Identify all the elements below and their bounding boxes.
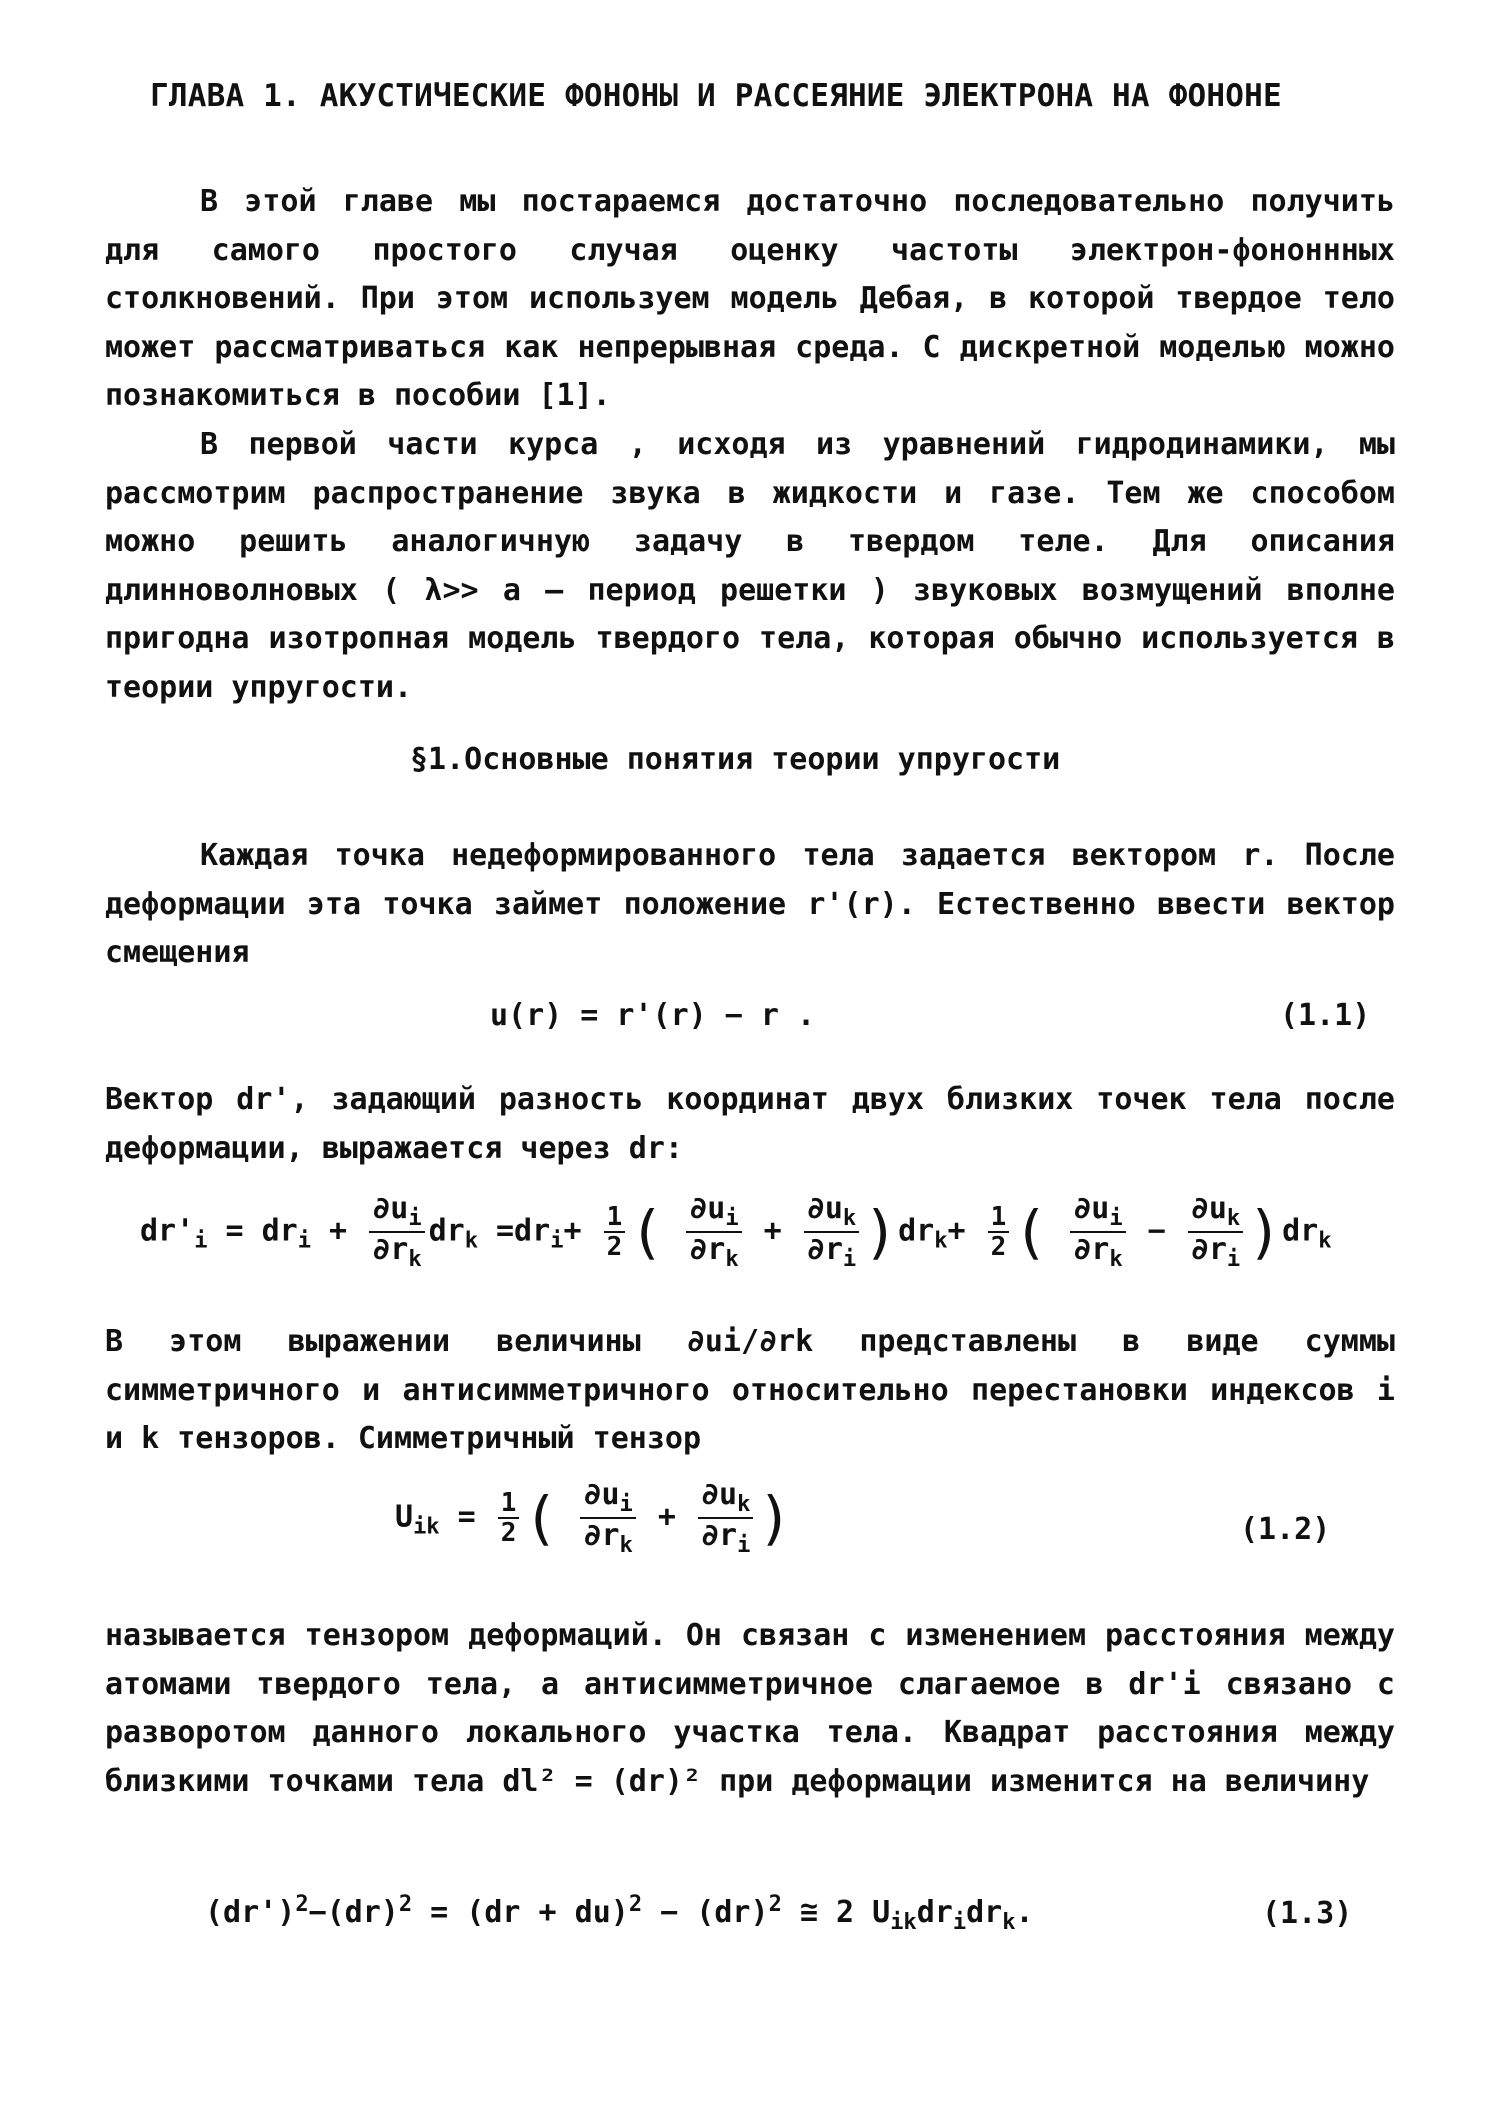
equation-1-3: $(dr')^2-(dr)^2 = (dr + du)^2 - (dr)^2$ ≅ 2 $U_{ik}dr_idr_k$. xyxy=(205,1892,1034,1935)
paragraph-displacement: Каждая точка недеформированного тела задается вектором r. После деформации эта точка займет положение r'(r). Естественно ввести вектор смещения xyxy=(105,838,1395,970)
chapter-title: ГЛАВА 1. АКУСТИЧЕСКИЕ ФОНОНЫ И РАССЕЯНИЕ ЭЛЕКТРОНА НА ФОНОНЕ xyxy=(150,78,1282,114)
equation-number-1-2: (1.2) xyxy=(1240,1512,1331,1547)
equation-number-1-3: (1.3) xyxy=(1262,1896,1353,1931)
paragraph-hydrodynamics: В первой части курса , исходя из уравнений гидродинамики, мы рассмотрим распространение звука в жидкости и газе. Тем же способом можно решить аналогичную задачу в твердом теле. Для описания длинноволновых ( λ>> a – период решетки ) звуковых возмущений вполне пригодна изотропная модель твердого тела, которая обычно используется в теории упругости. xyxy=(105,427,1395,705)
equation-1-2: $U_{ik}$ = $\frac{1}{2}$ ( $\frac{\partial u_i}{\partial r_k}$ + $\frac{\partial u_k}{\partial r_i}$ ) xyxy=(395,1477,793,1559)
paragraph-strain-tensor: называется тензором деформаций. Он связан с изменением расстояния между атомами твердого тела, а антисимметричное слагаемое в dr'i связано с разворотом данного локального участка тела. Квадрат расстояния между близкими точками тела dl² = (dr)² при деформации изменится на величину xyxy=(105,1618,1395,1799)
paragraph-tensor-split: В этом выражении величины ∂ui/∂rk представлены в виде суммы симметричного и антисимметричного относительно перестановки индексов i и k тензоров. Симметричный тензор xyxy=(105,1324,1395,1456)
equation-dr-expansion: $dr'_i = dr_i$ + $\frac{\partial u_i}{\partial r_k}$ $dr_k =dr_i+$ $\frac{1}{2}$ ( $\frac{\partial u_i}{\partial r_k}$ + $\frac{\partial u_k}{\partial r_i}$ )$dr_k+$ $\frac{1}{2}$ ( $\frac{\partial u_i}{\partial r_k}$ − $\frac{\partial u_k}{\partial r_i}$ )$dr_k$ xyxy=(140,1191,1332,1273)
paragraph-dr: Вектор dr', задающий разность координат двух близких точек тела после деформации, выражается через dr: xyxy=(105,1082,1395,1166)
section-heading: §1.Основные понятия теории упругости xyxy=(410,742,1061,777)
equation-1-1: u(r) = r'(r) − r . xyxy=(490,998,816,1033)
equation-number-1-1: (1.1) xyxy=(1280,998,1371,1033)
paragraph-intro: В этой главе мы постараемся достаточно последовательно получить для самого простого случая оценку частоты электрон-фононнных столкновений. При этом используем модель Дебая, в которой твердое тело может рассматриваться как непрерывная среда. С дискретной моделью можно познакомиться в пособии [1]. xyxy=(105,184,1395,413)
